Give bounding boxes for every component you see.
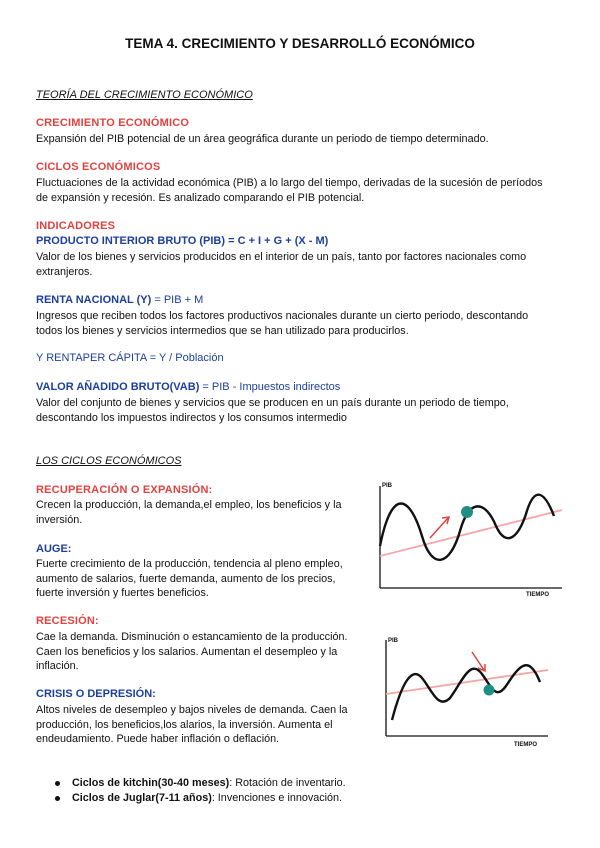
bullet-kitchin-label: Ciclos de kitchin(30-40 meses) xyxy=(72,777,230,789)
text-renta-2: todos los bienes y servicios intermedios que se han utilizado para producirlos. xyxy=(36,325,409,337)
graph2-point xyxy=(484,685,495,696)
heading-recuperacion: RECUPERACIÓN O EXPANSIÓN: xyxy=(36,484,213,496)
bullet-dot-icon xyxy=(55,796,60,801)
graph1-trend-line xyxy=(380,510,562,556)
text-pib-2: extranjeros. xyxy=(36,266,93,278)
text-auge-3: fuerte inversión y fuertes beneficios. xyxy=(36,587,209,599)
graph2-cycle-curve xyxy=(392,665,540,720)
text-recuperacion-2: inversión. xyxy=(36,514,83,526)
text-auge-1: Fuerte crecimiento de la producción, tendencia al pleno empleo, xyxy=(36,558,343,570)
section-heading-ciclos: LOS CICLOS ECONÓMICOS xyxy=(36,455,182,467)
heading-crisis: CRISIS O DEPRESIÓN: xyxy=(36,688,156,700)
renta-formula: = PIB + M xyxy=(151,294,204,306)
bullet-juglar xyxy=(55,792,342,804)
vab-formula: = PIB - Impuestos indirectos xyxy=(199,381,341,393)
graph2-ylabel: PIB xyxy=(388,638,399,644)
text-recuperacion-1: Crecen la producción, la demanda,el empleo, los beneficios y la xyxy=(36,499,342,511)
text-pib-1: Valor de los bienes y servicios producidos en el interior de un país, tanto por factores nacionales como xyxy=(36,251,527,263)
heading-ciclos: CICLOS ECONÓMICOS xyxy=(36,161,161,173)
text-renta-1: Ingresos que reciben todos los factores productivos nacionales durante un cierto periodo, descontando xyxy=(36,310,529,322)
bullet-dot-icon xyxy=(55,781,60,786)
text-ciclos-2: de expansión y recesión. Es analizado comparando el PIB potencial. xyxy=(36,192,365,204)
text-recesion-1: Cae la demanda. Disminución o estancamiento de la producción. xyxy=(36,631,348,643)
section-heading-teoria: TEORÍA DEL CRECIMIENTO ECONÓMICO xyxy=(36,89,253,101)
graph1-ylabel: PIB xyxy=(382,483,393,489)
bullet-kitchin-text: : Rotación de inventario. xyxy=(229,777,346,789)
text-crisis-2: producción, los beneficios,los alarios, la inversión. Aumenta el xyxy=(36,719,333,731)
vab-label: VALOR AÑADIDO BRUTO(VAB) xyxy=(36,381,200,393)
text-recesion-3: inflación. xyxy=(36,660,79,672)
page-title: TEMA 4. CRECIMIENTO Y DESARROLLÓ ECONÓMICO xyxy=(125,36,475,51)
bullet-juglar-label: Ciclos de Juglar(7-11 años) xyxy=(72,792,212,804)
heading-renta-per-capita: Y RENTAPER CÁPITA = Y / Población xyxy=(36,352,224,364)
graph1-xlabel: TIEMPO xyxy=(526,592,550,598)
bullet-kitchin xyxy=(55,777,346,789)
text-vab-1: Valor del conjunto de bienes y servicios que se producen en un país durante un periodo de tiempo, xyxy=(36,397,509,409)
graph1-point xyxy=(461,506,473,518)
graph1-arrow-icon xyxy=(430,518,448,538)
text-vab-2: descontando los impuestos indirectos y los consumos intermedio xyxy=(36,412,347,424)
text-auge-2: aumento de salarios, fuerte demanda, aumento de los precios, xyxy=(36,573,336,585)
text-ciclos-1: Fluctuaciones de la actividad económica (PIB) a lo largo del tiempo, derivadas de la sucesión de períodos xyxy=(36,177,543,189)
cycle-graph-recesion xyxy=(378,632,558,756)
heading-renta xyxy=(36,294,203,306)
text-crisis-3: endeudamiento. Puede haber inflación o deflación. xyxy=(36,733,280,745)
graph2-arrow-icon xyxy=(472,652,484,670)
heading-indicadores: INDICADORES xyxy=(36,220,116,232)
text-recesion-2: Caen los beneficios y los salarios. Aumentan el desempleo y la xyxy=(36,646,338,658)
heading-pib: PRODUCTO INTERIOR BRUTO (PIB) = C + I + G + (X - M) xyxy=(36,235,329,247)
text-crecimiento: Expansión del PIB potencial de un área geográfica durante un periodo de tiempo determinado. xyxy=(36,133,489,145)
heading-vab xyxy=(36,381,340,393)
heading-crecimiento: CRECIMIENTO ECONÓMICO xyxy=(36,117,190,129)
text-crisis-1: Altos niveles de desempleo y bajos niveles de demanda. Caen la xyxy=(36,704,348,716)
graph2-xlabel: TIEMPO xyxy=(514,742,538,748)
bullet-juglar-text: : Invenciones e innovación. xyxy=(211,792,343,804)
renta-label: RENTA NACIONAL (Y) xyxy=(36,294,152,306)
cycle-graph-expansion xyxy=(372,476,572,600)
heading-auge: AUGE: xyxy=(36,543,72,555)
heading-recesion: RECESIÓN: xyxy=(36,615,99,627)
